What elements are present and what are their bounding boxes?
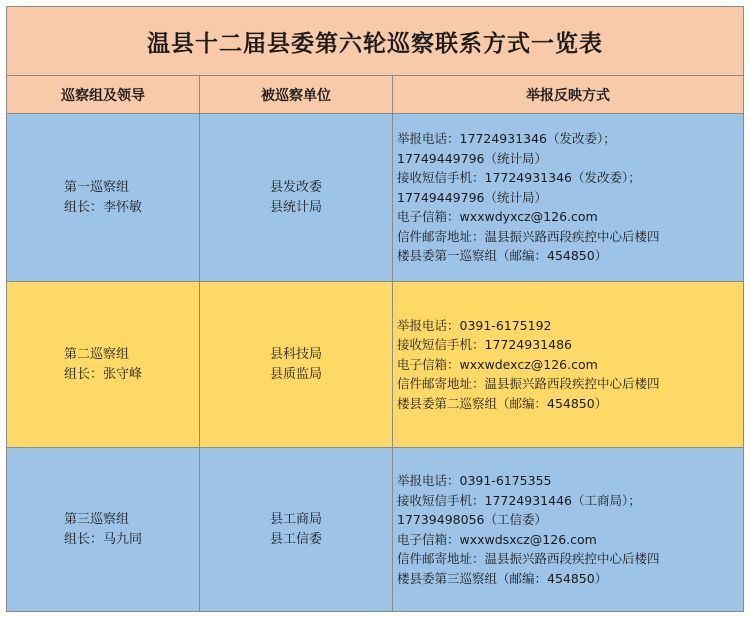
contact-cell xyxy=(393,448,743,611)
header-contact: 举报反映方式 xyxy=(526,87,610,104)
contact-line: 17749449796（统计局） xyxy=(397,189,547,205)
group-leader: 组长：马九同 xyxy=(63,531,142,547)
unit-name: 县科技局 xyxy=(269,346,322,362)
contact-line: 电子信箱：wxxwdyxcz@126.com xyxy=(397,209,598,225)
group-name: 第三巡察组 xyxy=(63,511,129,527)
group-cell xyxy=(7,448,200,611)
group-cell xyxy=(7,282,200,447)
unit-name: 县工信委 xyxy=(269,531,322,547)
group-name: 第一巡察组 xyxy=(63,179,129,195)
table-row xyxy=(7,282,743,448)
contact-line: 接收短信手机：17724931446（工商局）； xyxy=(397,492,641,508)
unit-cell xyxy=(200,448,393,611)
header-group: 巡察组及领导 xyxy=(7,76,200,113)
table-row xyxy=(7,114,743,282)
contact-line: 举报电话：17724931346（发改委）； xyxy=(397,131,616,147)
unit-cell xyxy=(200,114,393,281)
unit-name: 县发改委 xyxy=(269,179,322,195)
contact-line: 17749449796（统计局） xyxy=(397,150,547,166)
unit-name: 县统计局 xyxy=(269,199,322,215)
contact-cell xyxy=(393,114,743,281)
contact-cell xyxy=(393,282,743,447)
group-leader: 组长：张守峰 xyxy=(63,366,142,382)
contact-line: 楼县委第一巡察组（邮编：454850） xyxy=(397,248,608,264)
contact-line: 电子信箱：wxxwdsxcz@126.com xyxy=(397,531,597,547)
group-leader: 组长：李怀敏 xyxy=(63,199,142,215)
contact-line: 信件邮寄地址：温县振兴路西段疾控中心后楼四 xyxy=(397,376,660,392)
header-unit: 被巡察单位 xyxy=(200,76,393,113)
contact-line: 楼县委第三巡察组（邮编：454850） xyxy=(397,570,608,586)
unit-name: 县工商局 xyxy=(269,511,322,527)
contact-line: 楼县委第二巡察组（邮编：454850） xyxy=(397,395,608,411)
contact-line: 电子信箱：wxxwdexcz@126.com xyxy=(397,356,598,372)
contact-line: 信件邮寄地址：温县振兴路西段疾控中心后楼四 xyxy=(397,551,660,566)
contact-line: 举报电话：0391-6175192 xyxy=(397,317,552,333)
unit-name: 县质监局 xyxy=(269,366,322,382)
table-row xyxy=(7,448,743,611)
group-name: 第二巡察组 xyxy=(63,346,129,362)
table-header-row xyxy=(7,76,743,114)
contact-line: 信件邮寄地址：温县振兴路西段疾控中心后楼四 xyxy=(397,228,660,244)
group-cell xyxy=(7,114,200,281)
contact-line: 举报电话：0391-6175355 xyxy=(397,473,552,488)
unit-cell xyxy=(200,282,393,447)
contact-table xyxy=(6,6,744,612)
table-title: 温县十二届县委第六轮巡察联系方式一览表 xyxy=(7,7,743,76)
contact-line: 接收短信手机：17724931346（发改委）； xyxy=(397,170,641,186)
contact-line: 接收短信手机：17724931486 xyxy=(397,337,572,353)
contact-line: 17739498056（工信委） xyxy=(397,512,547,527)
